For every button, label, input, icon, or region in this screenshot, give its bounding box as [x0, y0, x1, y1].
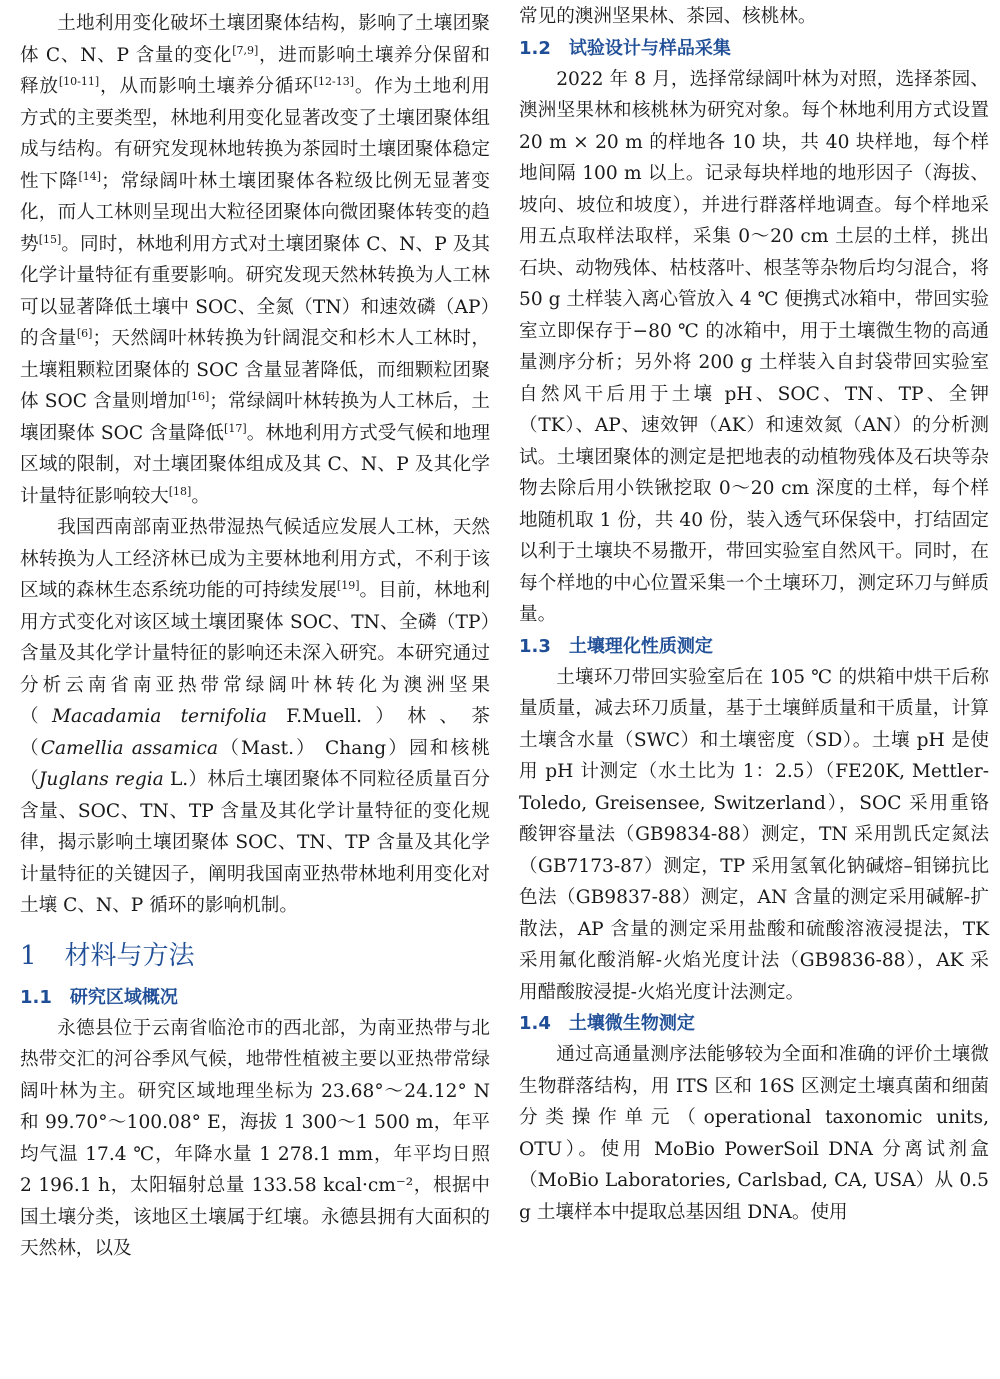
subsection-title: 试验设计与样品采集 — [568, 37, 731, 59]
citation: [18] — [168, 484, 192, 498]
subsection-title: 土壤理化性质测定 — [568, 635, 713, 657]
subsection-heading — [519, 631, 989, 662]
subsection-number: 1.1 — [20, 986, 52, 1008]
subsection-number: 1.2 — [519, 37, 551, 59]
text-segment: L.）林后土壤团聚体不同粒径质量百分含量、SOC、TN、TP 含量及其化学计量特征的变化规律，揭示影响土壤团聚体 SOC、TN、TP 含量及其化学计量特征的关键因子，阐明我国南亚热带林地利用变化对土壤 C、N、P 循环的影响机制。 — [20, 769, 490, 916]
citation: [10-11] — [58, 74, 100, 88]
subsection-number: 1.4 — [519, 1013, 551, 1034]
citation: [6] — [76, 326, 93, 340]
subsection-heading — [519, 33, 989, 64]
citation: [14] — [78, 169, 102, 183]
species-name: Camellia assamica — [40, 737, 219, 759]
citation: [12-13] — [313, 74, 354, 88]
left-column — [20, 8, 490, 1265]
paragraph-soil-properties: 土壤环刀带回实验室后在 105 ℃ 的烘箱中烘干后称量质量，减去环刀质量，基于土壤鲜质量和干质量，计算土壤含水量（SWC）和土壤密度（SD）。土壤 pH 是使用 pH 计测定（水土比为 1：2.5）（FE20K, Mettler-Toledo, Greisensee, Switzerland），SOC 采用重铬酸钾容量法（GB9834-88）测定，TN 采用凯氏定氮法（GB7173-87）测定，TP 采用氢氧化钠碱熔–钼锑抗比色法（GB9837-88）测定，AN 含量的测定采用碱解-扩散法，AP 含量的测定采用盐酸和硫酸溶液浸提法，TK 采用氟化酸消解-火焰光度计法（GB9836-88），AK 采用醋酸胺浸提-火焰光度计法测定。 — [519, 666, 989, 1003]
text-segment: F.Muell.）林、茶（ — [20, 706, 490, 759]
text-segment: 我国西南部南亚热带湿热气候适应发展人工林，天然林转换为人工经济林已成为主要林地利用方式，不利于该区域的森林生态系统功能的可持续发展[19]。目前，林地利用方式变化对该区域土壤团聚体 SOC、TN、全磷（TP）含量及其化学计量特征的影响还未深入研究。本研究通过分析云南省南亚热带常绿阔叶林转化为澳洲坚果（ — [20, 517, 490, 727]
right-column — [519, 1, 989, 1228]
species-name: Macadamia ternifolia — [52, 706, 267, 727]
section-number: 1 — [20, 940, 37, 971]
species-name: Juglans regia — [38, 769, 164, 790]
citation: [17] — [224, 421, 247, 435]
paragraph-research-objective — [20, 512, 490, 922]
text-segment: （Mast.） Chang）园和核桃（ — [20, 737, 490, 790]
section-title: 材料与方法 — [64, 940, 195, 971]
paragraph-land-use-aggregates: 土地利用变化破坏土壤团聚体结构，影响了土壤团聚体 C、N、P 含量的变化[7,9]，进而影响土壤养分保留和释放[10-11]，从而影响土壤养分循环[12-13]。作为土地利用方式的主要类型，林地利用变化显著改变了土壤团聚体组成与结构。有研究发现林地转换为茶园时土壤团聚体稳定性下降[14]；常绿阔叶林土壤团聚体各粒级比例无显著变化，而人工林则呈现出大粒径团聚体向微团聚体转变的趋势[15]。同时，林地利用方式对土壤团聚体 C、N、P 及其化学计量特征有重要影响。研究发现天然林转换为人工林可以显著降低土壤中 SOC、全氮（TN）和速效磷（AP）的含量[6]；天然阔叶林转换为针阔混交和杉木人工林时，土壤粗颗粒团聚体的 SOC 含量显著降低，而细颗粒团聚体 SOC 含量则增加[16]；常绿阔叶林转换为人工林后，土壤团聚体 SOC 含量降低[17]。林地利用方式受气候和地理区域的限制，对土壤团聚体组成及其 C、N、P 及其化学计量特征影响较大[18]。 — [20, 13, 490, 507]
paragraph-soil-microbes: 通过高通量测序法能够较为全面和准确的评价土壤微生物群落结构，用 ITS 区和 16S 区测定土壤真菌和细菌分类操作单元（operational taxonomic units, OTU）。使用 MoBio PowerSoil DNA 分离试剂盒（MoBio Laboratories, Carlsbad, CA, USA）从 0.5 g 土壤样本中提取总基因组 DNA。使用 — [519, 1044, 989, 1223]
paragraph-experiment-design: 2022 年 8 月，选择常绿阔叶林为对照，选择茶园、澳洲坚果林和核桃林为研究对象。每个林地利用方式设置 20 m × 20 m 的样地各 10 块，共 40 块样地，每个样地间隔 100 m 以上。记录每块样地的地形因子（海拔、坡向、坡位和坡度），并进行群落样地调查。每个样地采用五点取样法取样，采集 0～20 cm 土层的土样，挑出石块、动物残体、枯枝落叶、根茎等杂物后均匀混合，将 50 g 土样装入离心管放入 4 ℃ 便携式冰箱中，带回实验室立即保存于−80 ℃ 的冰箱中，用于土壤微生物的高通量测序分析；另外将 200 g 土样装入自封袋带回实验室自然风干后用于土壤 pH、SOC、TN、TP、全钾（TK）、AP、速效钾（AK）和速效氮（AN）的分析测试。土壤团聚体的测定是把地表的动植物残体及石块等杂物去除后用小铁锹挖取 0～20 cm 深度的土样，每个样地随机取 1 份，共 40 份，装入透气环保袋中，打结固定以利于土壤块不易撒开，带回实验室自然风干。同时，在每个样地的中心位置采集一个土壤环刀，测定环刀与鲜质量。 — [519, 68, 989, 625]
citation: [15] — [38, 232, 62, 246]
citation: [16] — [186, 389, 210, 403]
subsection-number: 1.3 — [519, 635, 551, 657]
subsection-heading — [20, 982, 490, 1013]
subsection-title: 研究区域概况 — [69, 986, 178, 1008]
subsection-heading — [519, 1008, 989, 1039]
paragraph-continued: 常见的澳洲坚果林、茶园、核桃林。 — [519, 6, 817, 27]
subsection-title: 土壤微生物测定 — [568, 1013, 695, 1034]
citation: [19] — [336, 578, 360, 592]
paragraph-study-area: 永德县位于云南省临沧市的西北部，为南亚热带与北热带交汇的河谷季风气候，地带性植被主要以亚热带常绿阔叶林为主。研究区域地理坐标为 23.68°～24.12° N 和 99.70°～100.08° E，海拔 1 300～1 500 m，年平均气温 17.4 ℃，年降水量 1 278.1 mm，年平均日照 2 196.1 h，太阳辐射总量 133.58 kcal·cm⁻²，根据中国土壤分类，该地区土壤属于红壤。永德县拥有大面积的天然林，以及 — [20, 1017, 490, 1259]
citation: [7,9] — [232, 43, 259, 57]
section-heading — [20, 936, 490, 976]
